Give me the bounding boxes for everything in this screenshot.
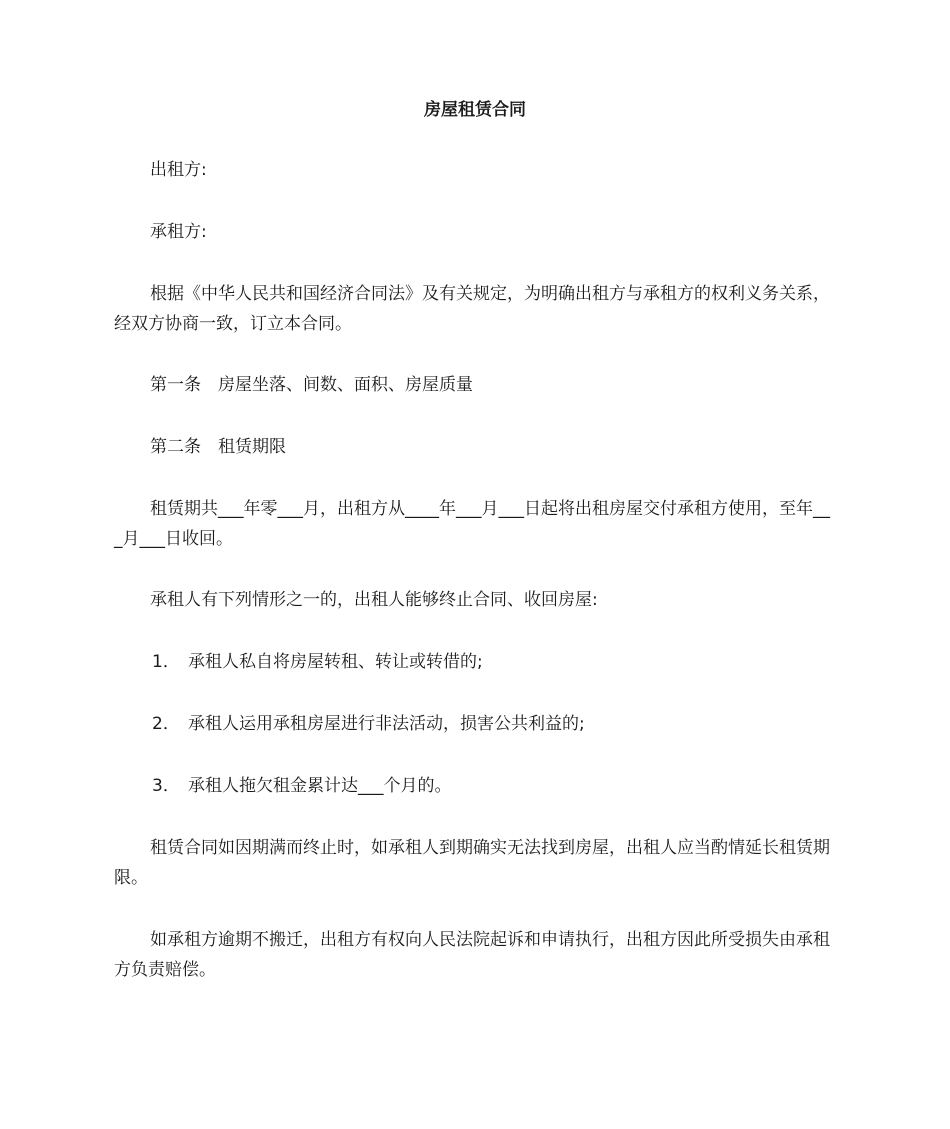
- list-item-text: 承租人拖欠租金累计达___个月的。: [188, 776, 452, 796]
- list-item: [152, 647, 842, 677]
- termination-intro: 承租人有下列情形之一的，出租人能够终止合同、收回房屋:: [150, 590, 598, 610]
- lease-term-paragraph: 租赁期共___年零___月，出租方从____年___月___日起将出租房屋交付承租方使用，至年___月___日收回。: [114, 499, 830, 549]
- list-item-number: 1．: [152, 652, 180, 672]
- lessee-label: 承租方:: [150, 222, 207, 242]
- article-2-heading: 第二条 租赁期限: [150, 437, 286, 457]
- list-item-number: 2．: [152, 714, 180, 734]
- expiry-paragraph: 租赁合同如因期满而终止时，如承租人到期确实无法找到房屋，出租人应当酌情延长租赁期限。: [114, 838, 830, 888]
- list-item: [152, 771, 842, 801]
- overdue-paragraph: 如承租方逾期不搬迁，出租方有权向人民法院起诉和申请执行，出租方因此所受损失由承租方负责赔偿。: [114, 930, 830, 980]
- preamble-paragraph: 根据《中华人民共和国经济合同法》及有关规定，为明确出租方与承租方的权利义务关系，经双方协商一致，订立本合同。: [114, 284, 830, 334]
- lessor-label: 出租方:: [150, 160, 207, 180]
- list-item: [152, 709, 842, 739]
- article-1-heading: 第一条 房屋坐落、间数、面积、房屋质量: [150, 375, 473, 395]
- list-item-number: 3．: [152, 776, 180, 796]
- list-item-text: 承租人私自将房屋转租、转让或转借的;: [188, 652, 483, 672]
- list-item-text: 承租人运用承租房屋进行非法活动，损害公共利益的;: [188, 714, 585, 734]
- document-title: 房屋租赁合同: [424, 100, 526, 120]
